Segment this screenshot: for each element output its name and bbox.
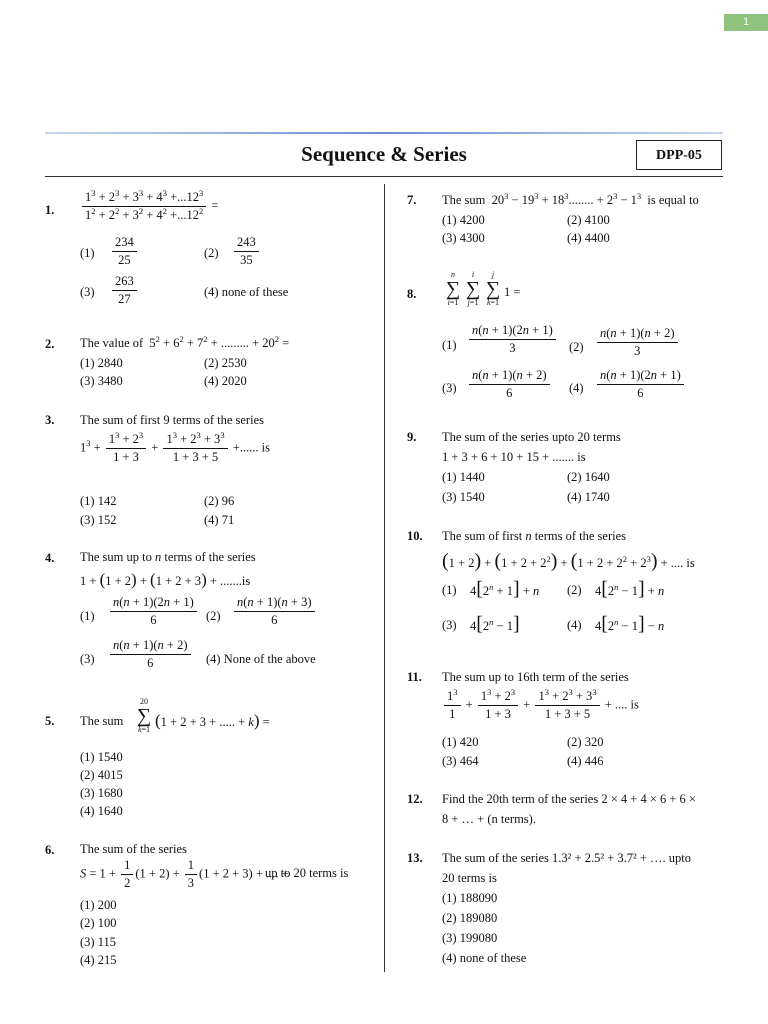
denominator: 6 [150, 613, 157, 627]
option-3-value [110, 274, 139, 307]
question-line-1: The sum of the series 1.3² + 2.5² + 3.7² + …. upto [442, 851, 692, 865]
stem-var: n [525, 529, 532, 543]
question-stem: The sum of the series [80, 842, 187, 856]
denominator: 25 [118, 253, 131, 267]
option-4: (4) 1640 [80, 804, 123, 818]
option-3: (3) [442, 381, 457, 395]
triple-summation: n ∑ i=1 i ∑ j=1 j ∑ k=1 1 = [445, 270, 521, 307]
question-number: 4. [45, 551, 55, 565]
question-stem [442, 529, 626, 544]
option-3: (3) 3480 [80, 374, 123, 388]
dpp-badge: DPP-05 [636, 140, 722, 170]
option-3-value: $4[2^n - 1]$ [470, 613, 520, 635]
page-number: 1 [724, 14, 768, 31]
option-2: (2) 2530 [204, 356, 247, 370]
question-number: 11. [407, 670, 422, 684]
numerator: 263 [112, 274, 137, 291]
option-4: (4) 1740 [567, 490, 610, 504]
option-4: (4) none of these [204, 285, 289, 299]
question-number: 9. [407, 430, 417, 444]
question-stem: The value of $5^2 + 6^2 + 7^2$ + ......... + $20^2$ = [80, 333, 290, 350]
question-number: 12. [407, 792, 423, 806]
option-2: (2) 96 [204, 494, 235, 508]
option-2: (2) [569, 340, 584, 354]
option-3: (3) 115 [80, 935, 116, 949]
question-stem: The sum up to 16th term of the series [442, 670, 629, 684]
option-1: (1) 1440 [442, 470, 485, 484]
denominator: 35 [240, 253, 253, 267]
summation: 20 ∑ k=1 [136, 697, 152, 734]
option-3-value: $\frac{n(n + 1)(n + 2)}{6}$ [108, 638, 193, 671]
question-line-2: 20 terms is [442, 871, 497, 885]
option-2-value: $\frac{n(n + 1)(n + 3)}{6}$ [232, 595, 317, 628]
option-1-value [110, 235, 139, 268]
stem-pre: The sum of first [442, 529, 523, 543]
stem-tail: is equal to [647, 193, 699, 207]
option-3: (3) [80, 652, 95, 666]
option-2: (2) 189080 [442, 911, 498, 925]
question-series: $1^3$ + $\frac{1^3 + 2^3}{1 + 3}$ + $\frac{1^3 + 2^3 + 3^3}{1 + 3 + 5}$ +...... is [80, 429, 270, 464]
question-stem: The sum up to n terms of the series [80, 550, 256, 564]
question-number: 8. [407, 287, 417, 301]
option-3: (3) 464 [442, 754, 479, 768]
question-number: 5. [45, 714, 55, 728]
option-4: (4) 2020 [204, 374, 247, 388]
option-1: (1) [442, 583, 457, 597]
option-1: (1) [80, 609, 95, 623]
denominator: 3 [509, 341, 516, 355]
title-divider [45, 176, 723, 177]
question-series: 1 + 3 + 6 + 10 + 15 + ....... is [442, 450, 586, 464]
option-1: (1) [80, 246, 95, 260]
option-4: (4) 71 [204, 513, 235, 527]
stem-post: terms of the series [534, 529, 626, 543]
option-2: (2) [204, 246, 219, 260]
option-3: (3) 4300 [442, 231, 485, 245]
option-4: (4) 446 [567, 754, 604, 768]
option-2: (2) 4100 [567, 213, 610, 227]
question-series: $\frac{1^3}{1}$ + $\frac{1^3 + 2^3}{1 + 3}$ + $\frac{1^3 + 2^3 + 3^3}{1 + 3 + 5}$ + .... is [442, 689, 639, 722]
option-3: (3) 152 [80, 513, 117, 527]
option-1: (1) 2840 [80, 356, 123, 370]
denominator: 3 [634, 344, 641, 358]
denominator: 6 [506, 386, 513, 400]
option-3: (3) 1540 [442, 490, 485, 504]
option-4: (4) 215 [80, 953, 117, 967]
option-2: (2) [567, 583, 582, 597]
stem-label: The sum [442, 193, 486, 207]
option-2: (2) 100 [80, 916, 117, 930]
option-1-value: $4[2^n + 1] + n$ [470, 578, 540, 600]
question-series: $(1 + 2) + (1 + 2 + 2^2) + (1 + 2 + 2^2 + 2^3)$ + .... is [442, 550, 695, 572]
question-expression: $\frac{1^3 + 2^3 + 3^3 + 4^3 +...12^3}{1^2 + 2^2 + 3^2 + 4^2 +...12^2}$ = [80, 190, 218, 223]
option-3: (3) 1680 [80, 786, 123, 800]
option-1: (1) 142 [80, 494, 117, 508]
denominator: 6 [637, 386, 644, 400]
option-2: (2) 1640 [567, 470, 610, 484]
option-1-value: $\frac{n(n + 1)(2n + 1)}{6}$ [108, 595, 199, 628]
question-tail: up to 20 terms is [265, 866, 349, 880]
question-stem: The sum [80, 714, 124, 728]
option-2-value [232, 235, 261, 268]
question-stem: The sum of the series upto 20 terms [442, 430, 621, 444]
question-number: 3. [45, 413, 55, 427]
question-series: S = 1 + $\frac{1}{2}$ (1 + 2) + $\frac{1}{3}$ (1 + 2 + 3) + .... + [80, 858, 289, 890]
option-4: (4) none of these [442, 951, 527, 965]
question-stem: The sum of first 9 terms of the series [80, 413, 264, 427]
option-2: (2) [206, 609, 221, 623]
denominator: 6 [271, 613, 278, 627]
option-2-value: $4[2^n - 1] + n$ [595, 578, 665, 600]
option-3: (3) 199080 [442, 931, 498, 945]
option-1-value: $\frac{n(n + 1)(2n + 1)}{3}$ [467, 323, 558, 356]
question-line-2: 8 + … + (n terms). [442, 812, 536, 826]
question-number: 1. [45, 203, 55, 217]
option-1: (1) 1540 [80, 750, 123, 764]
numerator: 234 [112, 235, 137, 252]
option-1: (1) 420 [442, 735, 479, 749]
option-1: (1) 188090 [442, 891, 498, 905]
question-number: 13. [407, 851, 423, 865]
question-stem: The sum $20^3 - 19^3 + 18^3$........ + $2^3 - 1^3$ is equal to [442, 190, 699, 207]
option-4: (4) None of the above [206, 652, 316, 666]
header-rule [45, 132, 723, 134]
option-2: (2) 4015 [80, 768, 123, 782]
option-1: (1) [442, 338, 457, 352]
summand: (1 + 2 + 3 + ..... + k) = [155, 711, 270, 730]
option-3-value: $\frac{n(n + 1)(n + 2)}{6}$ [467, 368, 552, 401]
column-divider [384, 184, 385, 972]
question-series: 1 + (1 + 2) + (1 + 2 + 3) + .......is [80, 570, 251, 589]
option-2-value: $\frac{n(n + 1)(n + 2)}{3}$ [595, 326, 680, 359]
option-4-value: $4[2^n - 1] - n$ [595, 613, 665, 635]
denominator: 27 [118, 292, 131, 306]
option-4: (4) [567, 618, 582, 632]
question-number: 6. [45, 843, 55, 857]
question-line-1: Find the 20th term of the series 2 × 4 + 4 × 6 + 6 × [442, 792, 696, 806]
option-2: (2) 320 [567, 735, 604, 749]
denominator: 6 [147, 656, 154, 670]
option-4: (4) [569, 381, 584, 395]
option-4-value: $\frac{n(n + 1)(2n + 1)}{6}$ [595, 368, 686, 401]
numerator: 243 [234, 235, 259, 252]
option-3: (3) [442, 618, 457, 632]
option-4: (4) 4400 [567, 231, 610, 245]
question-number: 7. [407, 193, 417, 207]
option-1: (1) 200 [80, 898, 117, 912]
option-1: (1) 4200 [442, 213, 485, 227]
question-number: 2. [45, 337, 55, 351]
page-title: Sequence & Series [301, 142, 467, 166]
option-3: (3) [80, 285, 95, 299]
question-number: 10. [407, 529, 423, 543]
